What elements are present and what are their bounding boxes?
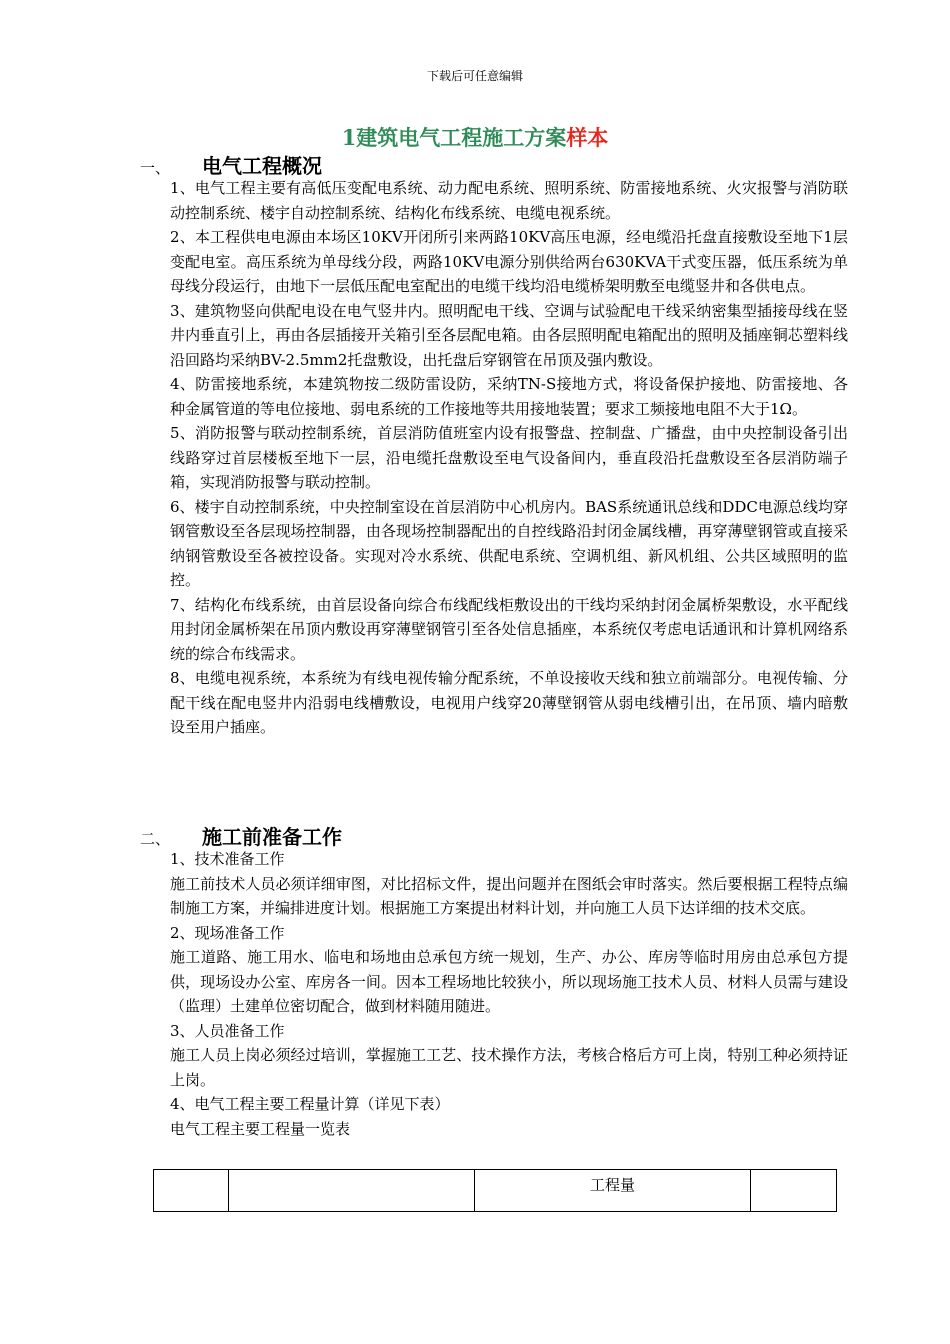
- paragraph: 7、结构化布线系统，由首层设备向综合布线配线柜敷设出的干线均采纳封闭金属桥架敷设，水平配线用封闭金属桥架在吊顶内敷设再穿薄壁钢管引至各处信息插座，本系统仅考虑电话通讯和计算机网络系统的综合布线需求。: [170, 595, 848, 663]
- section-number: 二、: [140, 830, 171, 848]
- table-cell: [154, 1170, 229, 1212]
- subheading: 1、技术准备工作: [170, 850, 285, 868]
- document-title: [0, 122, 950, 152]
- paragraph: 6、楼宇自动控制系统，中央控制室设在首层消防中心机房内。BAS系统通讯总线和DDC电源总线均穿钢管敷设至各层现场控制器，由各现场控制器配出的自控线路沿封闭金属线槽，再穿薄壁钢管或直接采纳钢管敷设至各被控设备。实现对冷水系统、供配电系统、空调机组、新风机组、公共区域照明的监控。: [170, 497, 848, 589]
- section-title: 施工前准备工作: [202, 825, 342, 849]
- table-row: [154, 1170, 837, 1212]
- subheading: 2、现场准备工作: [170, 923, 285, 942]
- paragraph: 施工人员上岗必须经过培训，掌握施工工艺、技术操作方法，考核合格后方可上岗，特别工种必须持证上岗。: [170, 1046, 848, 1089]
- paragraph: 3、建筑物竖向供配电设在电气竖井内。照明配电干线、空调与试验配电干线采纳密集型插接母线在竖井内垂直引上，再由各层插接开关箱引至各层配电箱。由各层照明配电箱配出的照明及插座铜芯塑料线沿回路均采纳BV-2.5mm2托盘敷设，出托盘后穿钢管在吊顶及强内敷设。: [170, 301, 848, 369]
- section-heading-1: [140, 150, 322, 179]
- section-2-content: [170, 847, 848, 1141]
- paragraph: 4、防雷接地系统，本建筑物按二级防雷设防，采纳TN-S接地方式，将设备保护接地、防雷接地、各种金属管道的等电位接地、弱电系统的工作接地等共用接地装置；要求工频接地电阻不大于1Ω。: [170, 375, 848, 418]
- paragraph: 5、消防报警与联动控制系统，首层消防值班室内设有报警盘、控制盘、广播盘，由中央控制设备引出线路穿过首层楼板至地下一层，沿电缆托盘敷设至电气设备间内，垂直段沿托盘敷设至各层消防端子箱，实现消防报警与联动控制。: [170, 424, 848, 491]
- paragraph: 施工前技术人员必须详细审图，对比招标文件，提出问题并在图纸会审时落实。然后要根据工程特点编制施工方案，并编排进度计划。根据施工方案提出材料计划，并向施工人员下达详细的技术交底。: [170, 874, 848, 917]
- subheading: 4、电气工程主要工程量计算（详见下表）: [170, 1095, 450, 1113]
- table-cell: [751, 1170, 837, 1212]
- section-number: 一、: [140, 159, 171, 177]
- header-note: 下载后可任意编辑: [426, 69, 523, 83]
- table-cell-quantity: 工程量: [475, 1170, 751, 1212]
- section-title: 电气工程概况: [202, 154, 322, 178]
- table-caption: 电气工程主要工程量一览表: [170, 1119, 351, 1138]
- table-cell: [229, 1170, 475, 1212]
- paragraph: 2、本工程供电电源由本场区10KV开闭所引来两路10KV高压电源，经电缆沿托盘直接敷设至地下1层变配电室。高压系统为单母线分段，两路10KV电源分别供给两台630KVA干式变压器，低压系统为单母线分段运行，由地下一层低压配电室配出的电缆干线均沿电缆桥架明敷至电缆竖井和各供电点。: [170, 228, 848, 295]
- paragraph: 1、电气工程主要有高低压变配电系统、动力配电系统、照明系统、防雷接地系统、火灾报警与消防联动控制系统、楼宇自动控制系统、结构化布线系统、电缆电视系统。: [170, 179, 848, 222]
- section-1-content: [170, 176, 848, 740]
- title-accent: 样本: [566, 125, 609, 150]
- paragraph: 8、电缆电视系统，本系统为有线电视传输分配系统，不单设接收天线和独立前端部分。电视传输、分配干线在配电竖井内沿弱电线槽敷设，电视用户线穿20薄壁钢管从弱电线槽引出，在吊顶、墙内暗敷设至用户插座。: [170, 669, 848, 736]
- subheading: 3、人员准备工作: [170, 1021, 285, 1040]
- paragraph: 施工道路、施工用水、临电和场地由总承包方统一规划，生产、办公、库房等临时用房由总承包方提供，现场设办公室、库房各一间。因本工程场地比较狭小，所以现场施工技术人员、材料人员需与建设（监理）土建单位密切配合，做到材料随用随进。: [170, 948, 848, 1015]
- title-main: 1建筑电气工程施工方案: [341, 125, 567, 150]
- section-heading-2: [140, 821, 342, 850]
- quantity-table: [153, 1169, 837, 1212]
